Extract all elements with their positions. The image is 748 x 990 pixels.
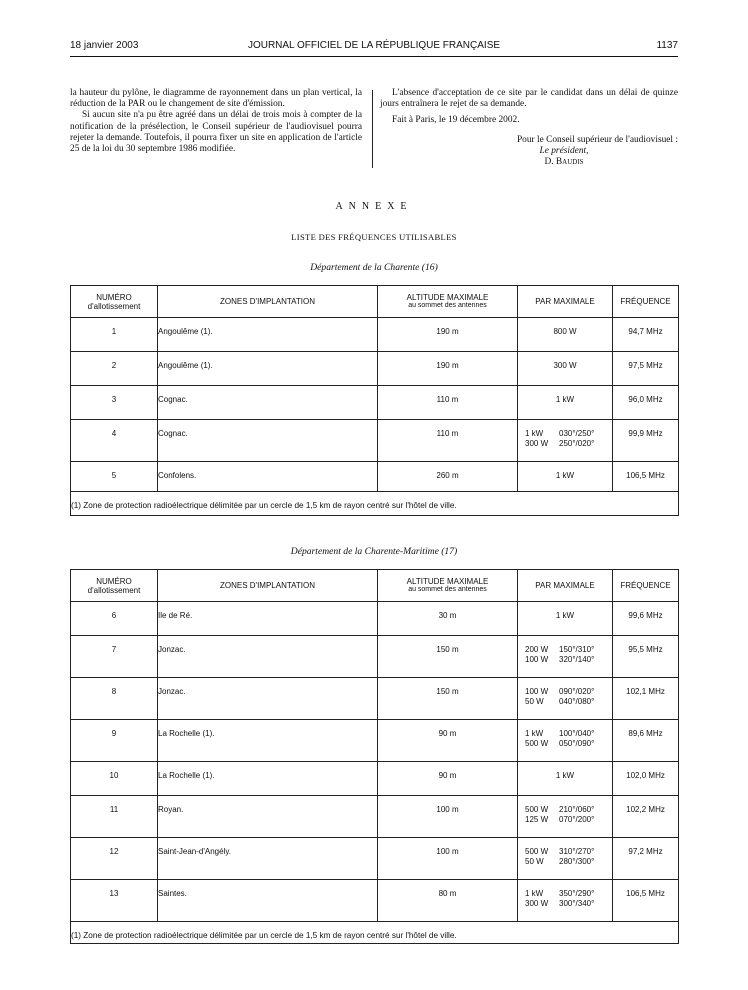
par-direction: 050°/090° (559, 739, 595, 748)
cell-frequence: 102,0 MHz (613, 762, 679, 796)
department-title-17: Département de la Charente-Maritime (17) (290, 546, 458, 557)
right-column (380, 88, 678, 168)
table-row (71, 636, 679, 678)
header-zones: ZONES D'IMPLANTATION (158, 286, 378, 318)
header-altitude (378, 570, 518, 602)
table-row (71, 838, 679, 880)
cell-numero: 3 (71, 386, 158, 420)
cell-frequence: 89,6 MHz (613, 720, 679, 762)
cell-altitude: 30 m (378, 602, 518, 636)
header-numero-line2: d'allotissement (87, 585, 141, 595)
par-line (518, 815, 612, 825)
par-power: 1 kW (525, 729, 544, 738)
table-note-row (71, 922, 679, 944)
cell-par (518, 636, 613, 678)
header-altitude-line1: ALTITUDE MAXIMALE (406, 293, 489, 302)
table-footnote: (1) Zone de protection radioélectrique délimitée par un cercle de 1,5 km de rayon centré sur l'hôtel de ville. (71, 922, 679, 944)
header-altitude (378, 286, 518, 318)
cell-frequence: 94,7 MHz (613, 318, 679, 352)
cell-zone: Confolens. (158, 462, 378, 492)
par-line (518, 697, 612, 707)
par-line (518, 857, 612, 867)
cell-par (518, 678, 613, 720)
table-row (71, 720, 679, 762)
cell-frequence: 106,5 MHz (613, 880, 679, 922)
table-row (71, 462, 679, 492)
signature-line-2: Le président, (539, 145, 589, 156)
table-row (71, 318, 679, 352)
signature-line-3: D. Baudis (544, 157, 584, 168)
par-line (518, 805, 612, 815)
table-note-row (71, 492, 679, 516)
cell-zone: Ile de Ré. (158, 602, 378, 636)
header-numero-line1: NUMÉRO (96, 292, 132, 302)
frequency-table-16 (70, 285, 679, 516)
cell-altitude: 190 m (378, 318, 518, 352)
header-altitude-line1: ALTITUDE MAXIMALE (406, 577, 489, 586)
par-direction: 310°/270° (559, 847, 595, 856)
cell-altitude: 110 m (378, 420, 518, 462)
par-direction: 040°/080° (559, 697, 595, 706)
header-numero (71, 286, 158, 318)
header-altitude-line2: au sommet des antennes (408, 302, 487, 309)
par-direction: 030°/250° (559, 429, 595, 438)
table-row (71, 352, 679, 386)
par-direction: 070°/200° (559, 815, 595, 824)
cell-frequence: 102,2 MHz (613, 796, 679, 838)
header-rule (70, 56, 678, 57)
cell-numero: 6 (71, 602, 158, 636)
par-power: 200 W (525, 645, 549, 654)
par-power: 100 W (525, 655, 549, 664)
header-par: PAR MAXIMALE (518, 286, 613, 318)
par-direction: 320°/140° (559, 655, 595, 664)
par-power: 125 W (525, 815, 549, 824)
cell-zone: La Rochelle (1). (158, 720, 378, 762)
cell-par (518, 352, 613, 386)
par-line (518, 739, 612, 749)
par-power: 100 W (525, 687, 549, 696)
par-line (518, 729, 612, 739)
par-line (518, 889, 612, 899)
header-numero-line2: d'allotissement (87, 301, 141, 311)
cell-par (518, 720, 613, 762)
cell-zone: Angoulême (1). (158, 352, 378, 386)
par-power: 500 W (525, 847, 549, 856)
header-altitude-line2: au sommet des antennes (408, 586, 487, 593)
table-row (71, 762, 679, 796)
cell-altitude: 110 m (378, 386, 518, 420)
par-power: 1 kW (555, 395, 575, 404)
cell-altitude: 190 m (378, 352, 518, 386)
table-row (71, 880, 679, 922)
par-direction: 350°/290° (559, 889, 595, 898)
header-zones: ZONES D'IMPLANTATION (158, 570, 378, 602)
par-line (518, 847, 612, 857)
cell-frequence: 106,5 MHz (613, 462, 679, 492)
cell-frequence: 99,6 MHz (613, 602, 679, 636)
cell-par (518, 838, 613, 880)
cell-frequence: 96,0 MHz (613, 386, 679, 420)
cell-altitude: 260 m (378, 462, 518, 492)
par-power: 50 W (525, 697, 544, 706)
cell-zone: Angoulême (1). (158, 318, 378, 352)
par-power: 1 kW (525, 889, 544, 898)
cell-par (518, 796, 613, 838)
cell-numero: 12 (71, 838, 158, 880)
list-title: LISTE DES FRÉQUENCES UTILISABLES (291, 232, 457, 242)
par-direction: 100°/040° (559, 729, 595, 738)
left-paragraph-2: Si aucun site n'a pu être agréé dans un délai de trois mois à compter de la notification de la présélection, le Conseil supérieur de l'audiovisuel pourra rejeter la demande. Toutefois, il pourra fixer un site en application de l'article 25 de la loi du 30 septembre 1986 modifiée. (70, 110, 362, 155)
cell-par (518, 462, 613, 492)
cell-par (518, 318, 613, 352)
cell-altitude: 100 m (378, 838, 518, 880)
par-direction: 300°/340° (559, 899, 595, 908)
left-column (70, 88, 362, 155)
header-title: JOURNAL OFFICIEL DE LA RÉPUBLIQUE FRANÇAISE (247, 40, 501, 51)
cell-numero: 9 (71, 720, 158, 762)
par-line (518, 439, 612, 449)
cell-numero: 8 (71, 678, 158, 720)
cell-zone: Saint-Jean-d'Angély. (158, 838, 378, 880)
par-line (518, 645, 612, 655)
cell-altitude: 100 m (378, 796, 518, 838)
cell-frequence: 99,9 MHz (613, 420, 679, 462)
cell-par (518, 420, 613, 462)
cell-numero: 10 (71, 762, 158, 796)
cell-numero: 1 (71, 318, 158, 352)
par-line (518, 655, 612, 665)
cell-zone: Cognac. (158, 420, 378, 462)
right-paragraph-2: Fait à Paris, le 19 décembre 2002. (392, 115, 520, 126)
header-frequence: FRÉQUENCE (613, 286, 679, 318)
table-row (71, 386, 679, 420)
cell-altitude: 150 m (378, 636, 518, 678)
par-line (518, 687, 612, 697)
cell-zone: Royan. (158, 796, 378, 838)
cell-numero: 11 (71, 796, 158, 838)
header-page-number: 1137 (656, 40, 678, 51)
cell-frequence: 95,5 MHz (613, 636, 679, 678)
par-power: 300 W (525, 899, 549, 908)
cell-par (518, 386, 613, 420)
par-power: 1 kW (555, 471, 575, 480)
par-power: 1 kW (525, 429, 544, 438)
cell-par (518, 762, 613, 796)
cell-altitude: 90 m (378, 762, 518, 796)
par-line (518, 429, 612, 439)
frequency-table-17 (70, 569, 679, 944)
table-footnote: (1) Zone de protection radioélectrique délimitée par un cercle de 1,5 km de rayon centré sur l'hôtel de ville. (71, 492, 679, 516)
annexe-heading: ANNEXE (335, 201, 413, 212)
cell-altitude: 150 m (378, 678, 518, 720)
cell-zone: La Rochelle (1). (158, 762, 378, 796)
cell-numero: 13 (71, 880, 158, 922)
cell-frequence: 97,2 MHz (613, 838, 679, 880)
par-direction: 210°/060° (559, 805, 595, 814)
header-numero-line1: NUMÉRO (96, 576, 132, 586)
cell-numero: 7 (71, 636, 158, 678)
par-line (518, 899, 612, 909)
par-power: 500 W (525, 805, 549, 814)
department-title-16: Département de la Charente (16) (310, 262, 438, 273)
par-direction: 150°/310° (559, 645, 595, 654)
par-power: 300 W (525, 439, 549, 448)
table-body-16 (71, 318, 679, 516)
cell-zone: Cognac. (158, 386, 378, 420)
cell-zone: Jonzac. (158, 678, 378, 720)
header-par: PAR MAXIMALE (518, 570, 613, 602)
cell-altitude: 80 m (378, 880, 518, 922)
header-numero (71, 570, 158, 602)
par-power: 800 W (553, 327, 577, 336)
par-power: 300 W (553, 361, 577, 370)
right-paragraph-1: L'absence d'acceptation de ce site par le candidat dans un délai de quinze jours entraînera le rejet de sa demande. (380, 88, 678, 110)
par-direction: 280°/300° (559, 857, 595, 866)
header-date: 18 janvier 2003 (70, 40, 139, 51)
table-row (71, 420, 679, 462)
header-frequence: FRÉQUENCE (613, 570, 679, 602)
par-power: 50 W (525, 857, 544, 866)
cell-numero: 2 (71, 352, 158, 386)
cell-altitude: 90 m (378, 720, 518, 762)
left-paragraph-1: la hauteur du pylône, le diagramme de rayonnement dans un plan vertical, la réduction de la PAR ou le changement de site d'émission. (70, 88, 362, 110)
table-row (71, 678, 679, 720)
cell-zone: Saintes. (158, 880, 378, 922)
table-row (71, 602, 679, 636)
table-body-17 (71, 602, 679, 944)
cell-par (518, 602, 613, 636)
par-direction: 090°/020° (559, 687, 595, 696)
par-direction: 250°/020° (559, 439, 595, 448)
column-divider (372, 90, 373, 168)
cell-numero: 5 (71, 462, 158, 492)
table-row (71, 796, 679, 838)
par-power: 1 kW (555, 611, 575, 620)
cell-frequence: 97,5 MHz (613, 352, 679, 386)
par-power: 1 kW (555, 771, 575, 780)
cell-numero: 4 (71, 420, 158, 462)
par-power: 500 W (525, 739, 549, 748)
signature-line-1: Pour le Conseil supérieur de l'audiovisuel : (516, 134, 678, 145)
cell-zone: Jonzac. (158, 636, 378, 678)
cell-par (518, 880, 613, 922)
cell-frequence: 102,1 MHz (613, 678, 679, 720)
